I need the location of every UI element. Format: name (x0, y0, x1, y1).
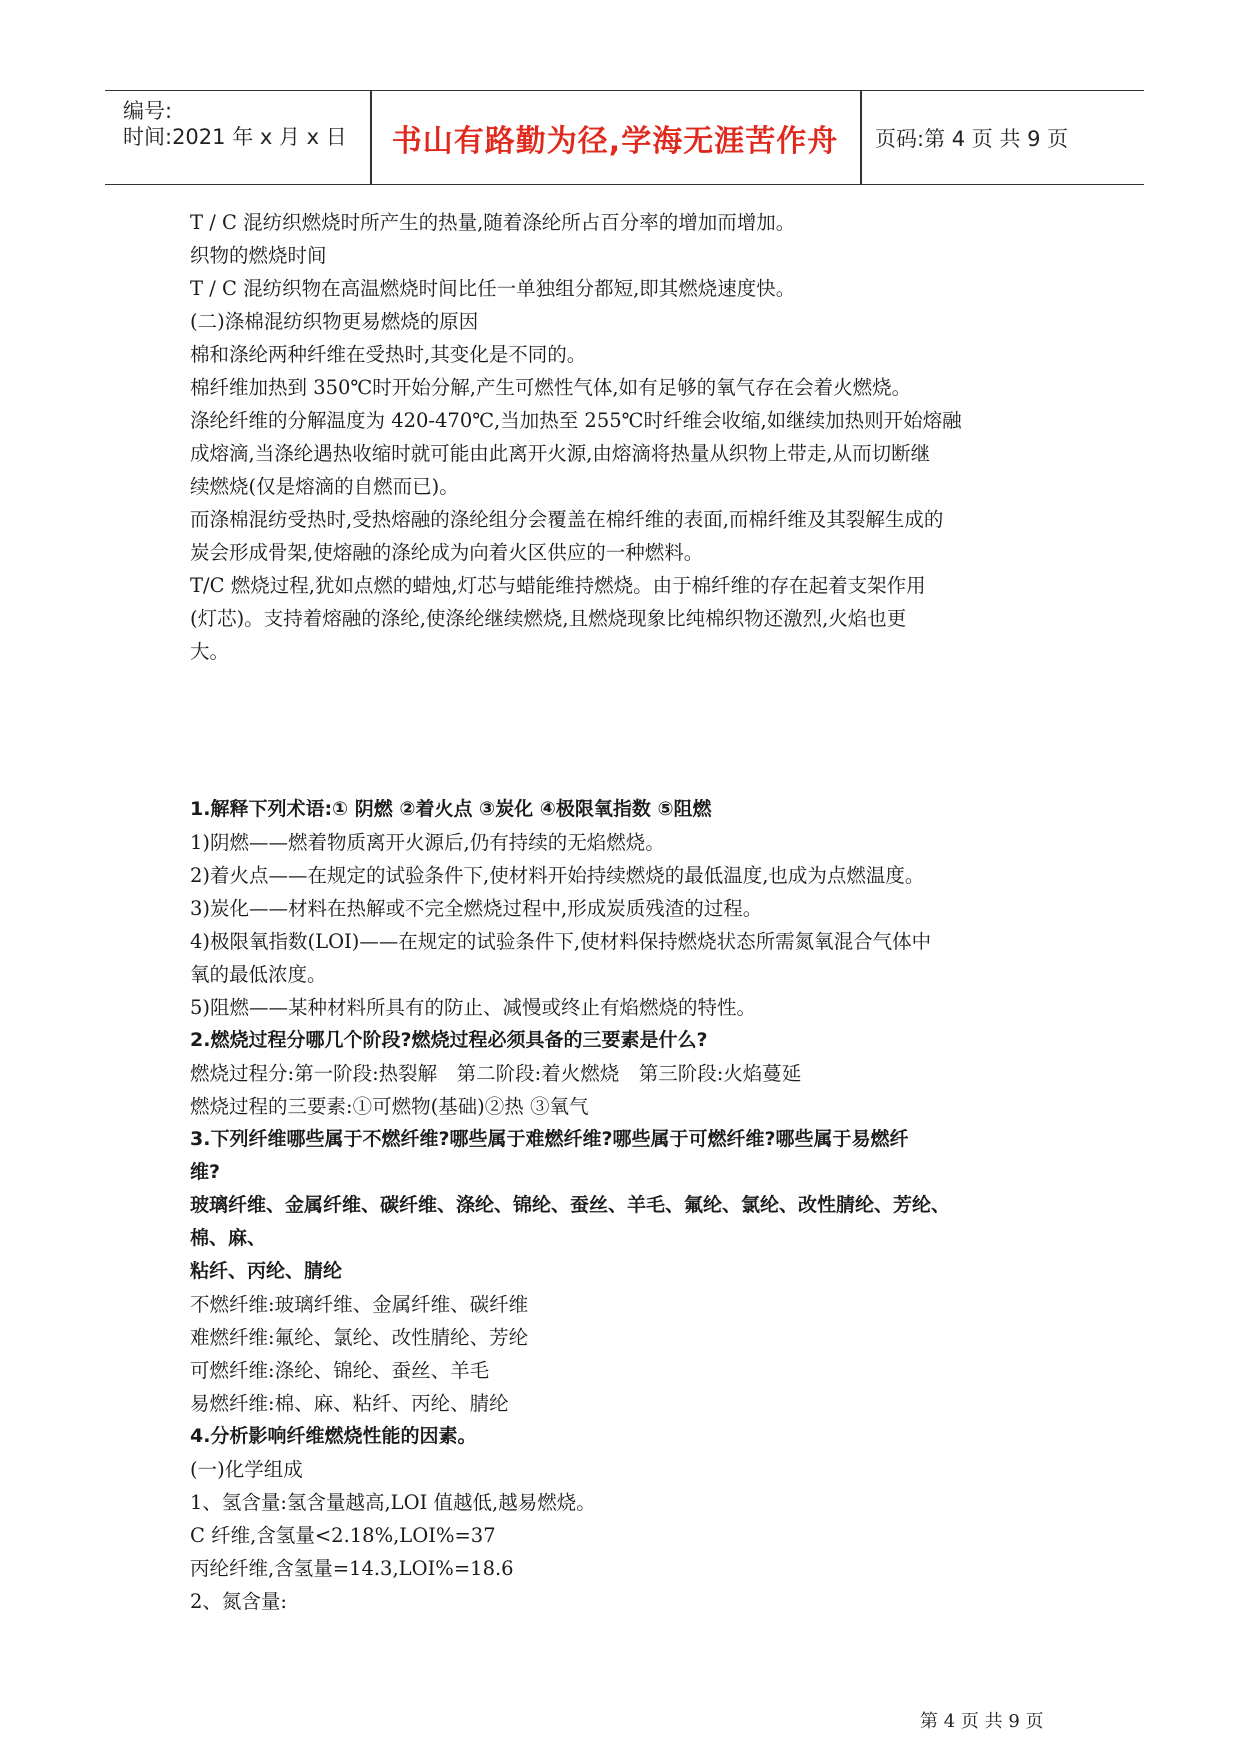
answer-line: 燃烧过程分:第一阶段:热裂解 第二阶段:着火燃烧 第三阶段:火焰蔓延 (190, 1062, 802, 1085)
answer-line: 氧的最低浓度。 (190, 963, 327, 986)
answer-line: 2)着火点——在规定的试验条件下,使材料开始持续燃烧的最低温度,也成为点燃温度。 (190, 864, 925, 887)
text-line: (二)涤棉混纺织物更易燃烧的原因 (190, 310, 479, 333)
text-line: (灯芯)。支持着熔融的涤纶,使涤纶继续燃烧,且燃烧现象比纯棉织物还激烈,火焰也更 (190, 607, 907, 630)
header-divider (860, 91, 862, 184)
text-line: 涤纶纤维的分解温度为 420-470℃,当加热至 255℃时纤维会收缩,如继续加热则开始熔融 (190, 409, 962, 432)
answer-line: (一)化学组成 (190, 1458, 303, 1481)
text-line: 成熔滴,当涤纶遇热收缩时就可能由此离开火源,由熔滴将热量从织物上带走,从而切断继 (190, 442, 931, 465)
text-line: 棉和涤纶两种纤维在受热时,其变化是不同的。 (190, 343, 587, 366)
text-line: 续燃烧(仅是熔滴的自燃而已)。 (190, 475, 459, 498)
answer-line: 1、氢含量:氢含量越高,LOI 值越低,越易燃烧。 (190, 1491, 596, 1514)
question-line: 维? (190, 1161, 221, 1183)
page-header (105, 90, 1144, 185)
answer-line: 2、氮含量: (190, 1590, 287, 1613)
answer-line: 难燃纤维:氟纶、氯纶、改性腈纶、芳纶 (190, 1326, 529, 1349)
section-tc-blend (190, 206, 1070, 668)
answer-line: 不燃纤维:玻璃纤维、金属纤维、碳纤维 (190, 1293, 529, 1316)
question-line: 1.解释下列术语:① 阴燃 ②着火点 ③炭化 ④极限氧指数 ⑤阻燃 (190, 798, 712, 820)
text-line: T/C 燃烧过程,犹如点燃的蜡烛,灯芯与蜡能维持燃烧。由于棉纤维的存在起着支架作用 (190, 574, 926, 597)
spacer (190, 668, 1070, 793)
question-line: 玻璃纤维、金属纤维、碳纤维、涤纶、锦纶、蚕丝、羊毛、氟纶、氯纶、改性腈纶、芳纶、 (190, 1194, 951, 1216)
answer-line: 燃烧过程的三要素:①可燃物(基础)②热 ③氧气 (190, 1095, 589, 1118)
text-line: 而涤棉混纺受热时,受热熔融的涤纶组分会覆盖在棉纤维的表面,而棉纤维及其裂解生成的 (190, 508, 944, 531)
text-line: 棉纤维加热到 350℃时开始分解,产生可燃性气体,如有足够的氧气存在会着火燃烧。 (190, 376, 912, 399)
answer-line: 可燃纤维:涤纶、锦纶、蚕丝、羊毛 (190, 1359, 490, 1382)
question-line: 3.下列纤维哪些属于不燃纤维?哪些属于难燃纤维?哪些属于可燃纤维?哪些属于易燃纤 (190, 1128, 909, 1150)
answer-line: 1)阴燃——燃着物质离开火源后,仍有持续的无焰燃烧。 (190, 831, 665, 854)
page-footer: 第 4 页 共 9 页 (920, 1711, 1044, 1732)
section-qa (190, 793, 1070, 1618)
question-line: 2.燃烧过程分哪几个阶段?燃烧过程必须具备的三要素是什么? (190, 1029, 708, 1051)
header-motto: 书山有路勤为径,学海无涯苦作舟 (391, 123, 839, 159)
answer-line: 4)极限氧指数(LOI)——在规定的试验条件下,使材料保持燃烧状态所需氮氧混合气体中 (190, 930, 932, 953)
header-meta (115, 91, 370, 184)
question-line: 棉、麻、 (190, 1227, 267, 1249)
text-line: 织物的燃烧时间 (190, 244, 327, 267)
answer-line: 5)阻燃——某种材料所具有的防止、减慢或终止有焰燃烧的特性。 (190, 996, 757, 1019)
text-line: T / C 混纺织物在高温燃烧时间比任一单独组分都短,即其燃烧速度快。 (190, 277, 796, 300)
answer-line: 易燃纤维:棉、麻、粘纤、丙纶、腈纶 (190, 1392, 509, 1415)
header-number-label: 编号: (123, 99, 173, 123)
document-body (190, 206, 1070, 1618)
text-line: 大。 (190, 640, 230, 663)
answer-line: C 纤维,含氢量<2.18%,LOI%=37 (190, 1524, 496, 1547)
question-line: 4.分析影响纤维燃烧性能的因素。 (190, 1425, 477, 1447)
question-line: 粘纤、丙纶、腈纶 (190, 1260, 343, 1282)
text-line: T / C 混纺织燃烧时所产生的热量,随着涤纶所占百分率的增加而增加。 (190, 211, 796, 234)
answer-line: 丙纶纤维,含氢量=14.3,LOI%=18.6 (190, 1557, 514, 1580)
header-time-label: 时间:2021 年 x 月 x 日 (123, 125, 347, 149)
answer-line: 3)炭化——材料在热解或不完全燃烧过程中,形成炭质残渣的过程。 (190, 897, 763, 920)
text-line: 炭会形成骨架,使熔融的涤纶成为向着火区供应的一种燃料。 (190, 541, 704, 564)
header-page-label: 页码:第 4 页 共 9 页 (875, 126, 1069, 151)
